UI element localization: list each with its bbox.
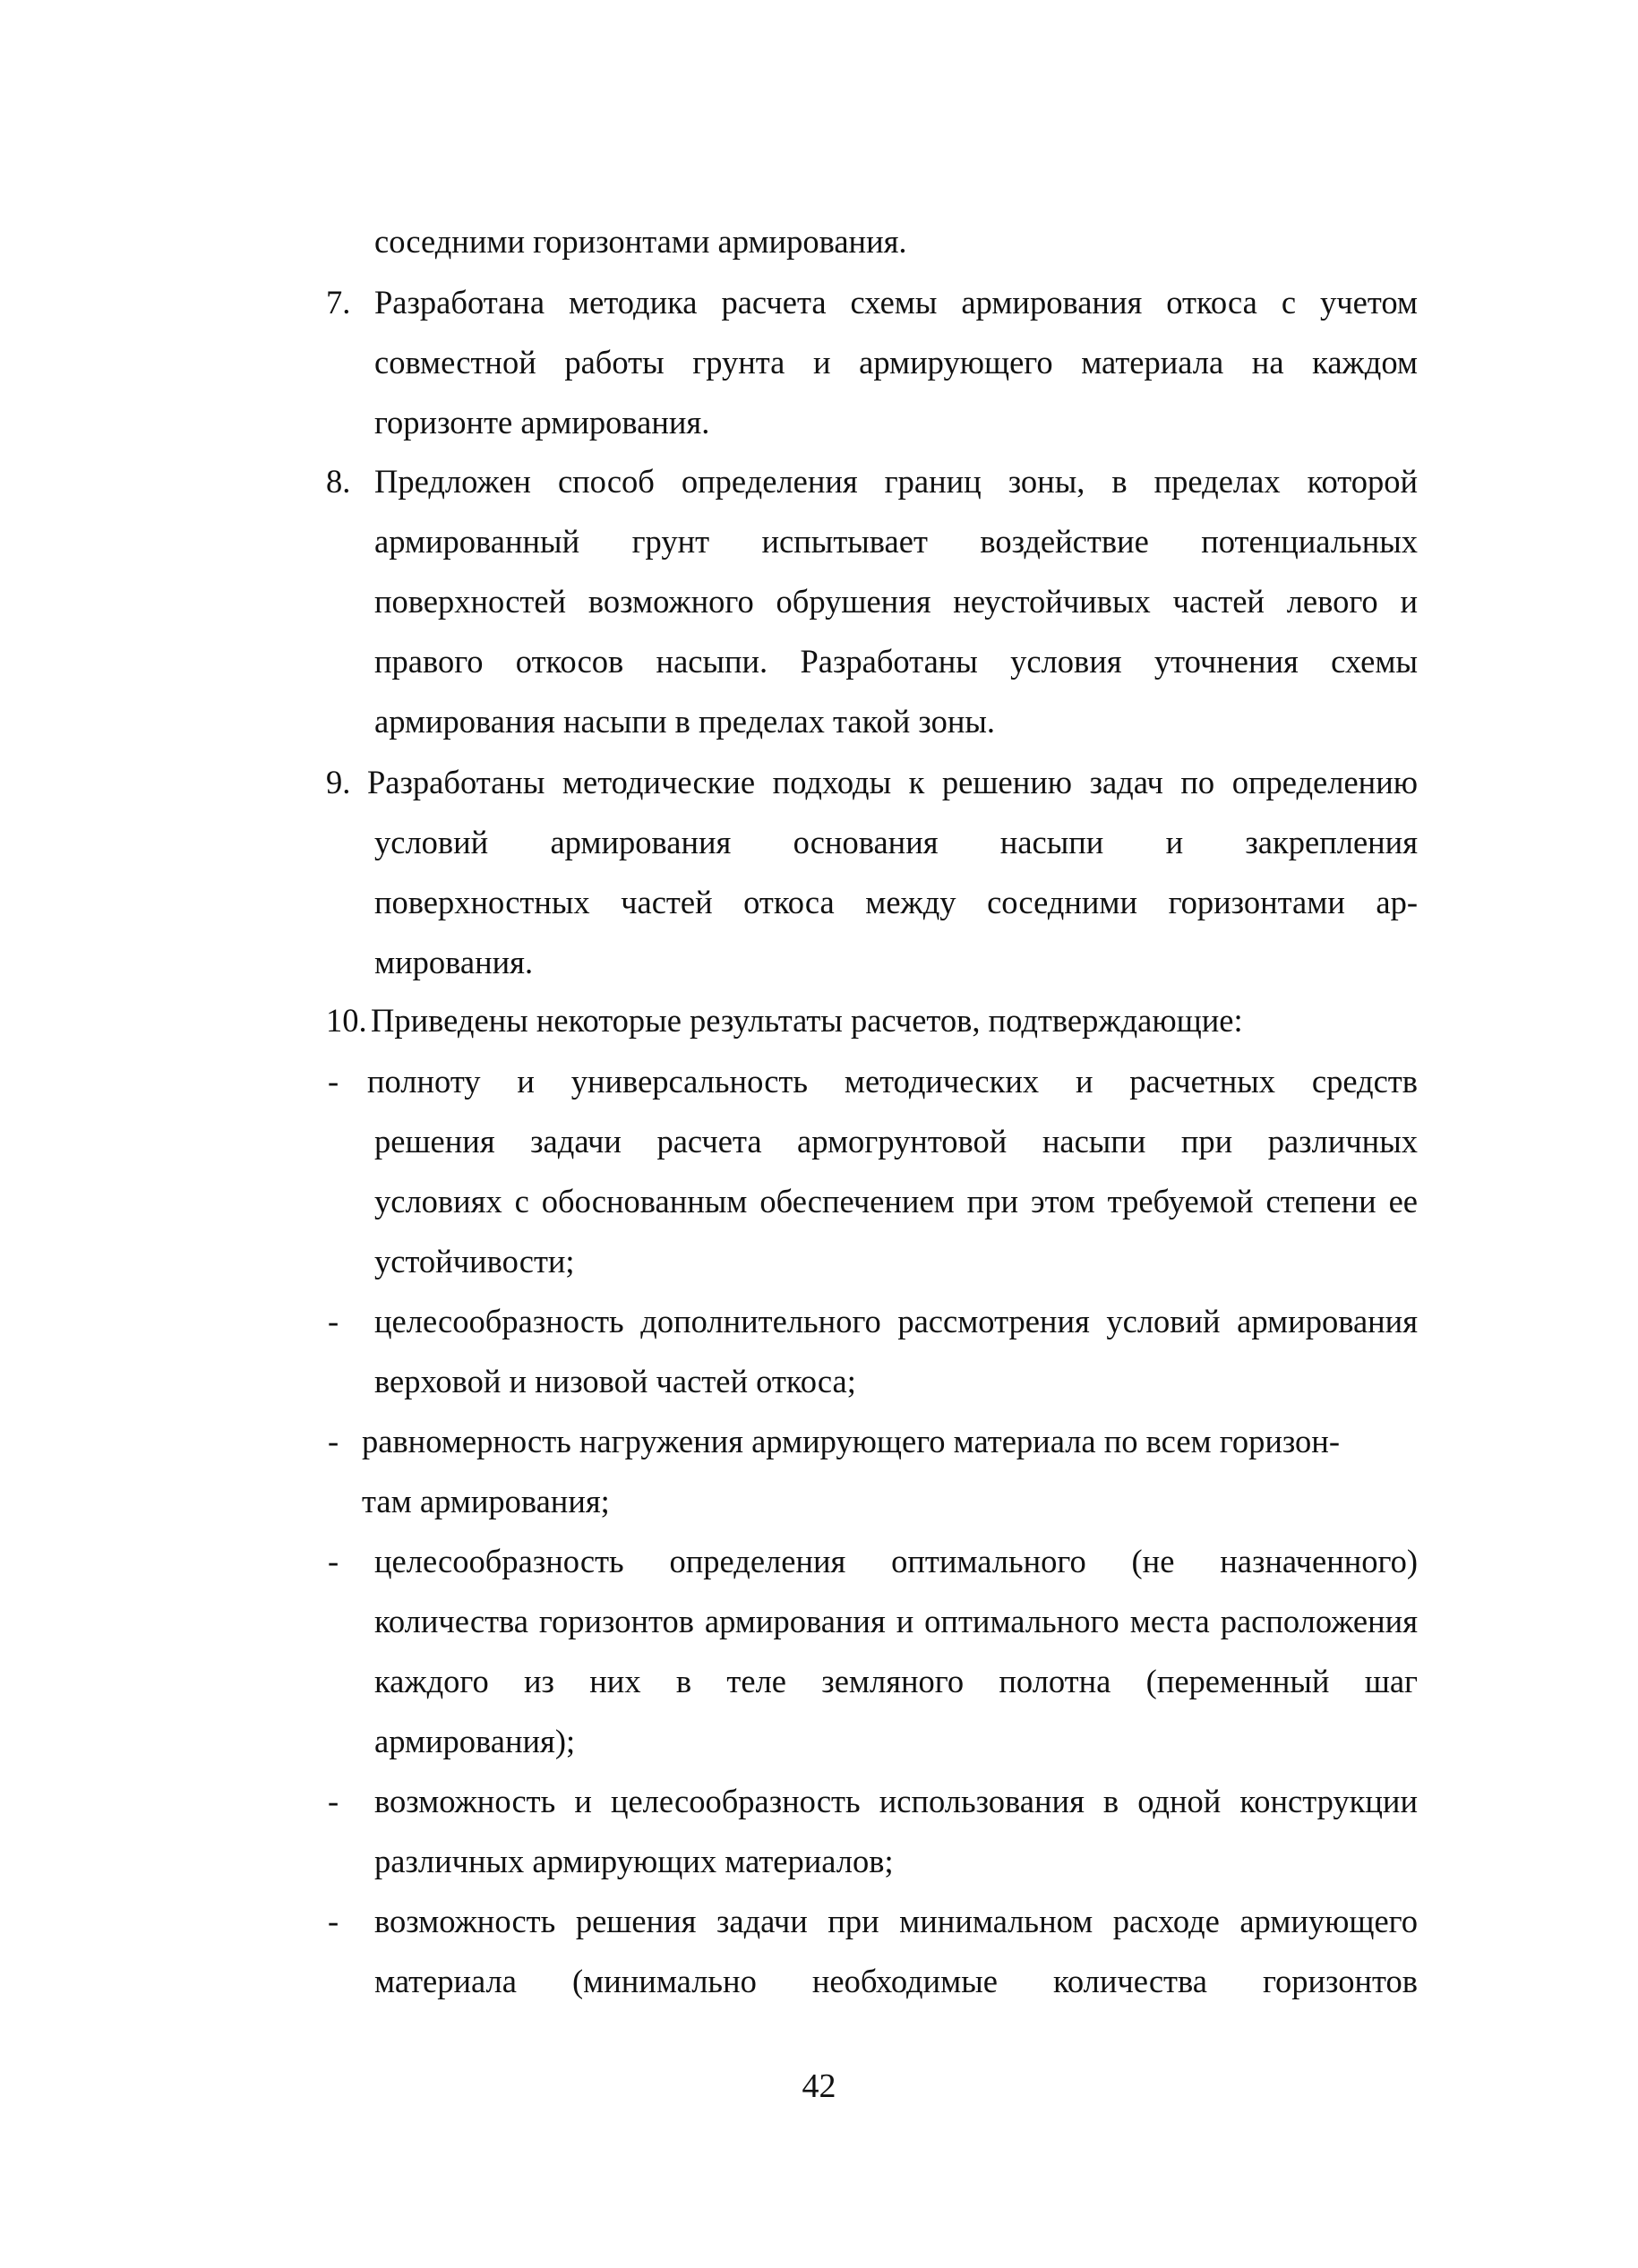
bullet-line: каждого из них в теле земляного полотна (переменный шаг <box>374 1663 1418 1699</box>
bullet-marker: - <box>328 1543 339 1579</box>
item-line: горизонте армирования. <box>374 404 710 441</box>
item-number: 7. <box>326 284 351 321</box>
page-number: 42 <box>802 2067 836 2105</box>
continuation-line: соседними горизонтами армирования. <box>374 223 907 260</box>
item-line: Приведены некоторые результаты расчетов, подтверждающие: <box>371 1002 1243 1039</box>
bullet-line: целесообразность дополнительного рассмотрения условий армирования <box>374 1303 1418 1339</box>
bullet-line: условиях с обоснованным обеспечением при этом требуемой степени ее <box>374 1183 1418 1220</box>
item-number: 8. <box>326 463 351 500</box>
bullet-marker: - <box>328 1903 339 1939</box>
item-line: Предложен способ определения границ зоны, в пределах которой <box>374 463 1418 500</box>
bullet-line: различных армирующих материалов; <box>374 1843 894 1879</box>
bullet-line: возможность и целесообразность использования в одной конструкции <box>374 1783 1418 1819</box>
item-line: совместной работы грунта и армирующего материала на каждом <box>374 344 1418 381</box>
bullet-line: материала (минимально необходимые количества горизонтов <box>374 1963 1418 1999</box>
bullet-line: армирования); <box>374 1723 576 1759</box>
bullet-marker: - <box>328 1423 339 1459</box>
item-line: поверхностей возможного обрушения неустойчивых частей левого и <box>374 583 1418 620</box>
item-line: Разработана методика расчета схемы армирования откоса с учетом <box>374 284 1418 321</box>
item-line: армирования насыпи в пределах такой зоны. <box>374 703 996 740</box>
item-number: 10. <box>326 1002 367 1039</box>
bullet-line: верховой и низовой частей откоса; <box>374 1363 856 1399</box>
bullet-marker: - <box>328 1063 339 1100</box>
item-line: армированный грунт испытывает воздействие потенциальных <box>374 523 1418 560</box>
item-number: 9. <box>326 764 351 800</box>
item-line: условий армирования основания насыпи и закрепления <box>374 824 1418 860</box>
bullet-line: количества горизонтов армирования и оптимального места расположения <box>374 1603 1418 1639</box>
bullet-line: целесообразность определения оптимального (не назначенного) <box>374 1543 1418 1579</box>
bullet-marker: - <box>328 1783 339 1819</box>
bullet-line: равномерность нагружения армирующего материала по всем горизон- <box>362 1423 1340 1459</box>
item-line: Разработаны методические подходы к решению задач по определению <box>367 764 1418 800</box>
item-line: поверхностных частей откоса между соседними горизонтами ар- <box>374 884 1418 920</box>
bullet-line: там армирования; <box>362 1483 610 1519</box>
bullet-line: устойчивости; <box>374 1243 575 1279</box>
item-line: правого откосов насыпи. Разработаны условия уточнения схемы <box>374 643 1418 680</box>
bullet-line: возможность решения задачи при минимальном расходе армиующего <box>374 1903 1418 1939</box>
bullet-line: полноту и универсальность методических и расчетных средств <box>367 1063 1418 1100</box>
bullet-marker: - <box>328 1303 339 1339</box>
item-line: мирования. <box>374 944 534 980</box>
bullet-line: решения задачи расчета армогрунтовой насыпи при различных <box>374 1123 1418 1160</box>
